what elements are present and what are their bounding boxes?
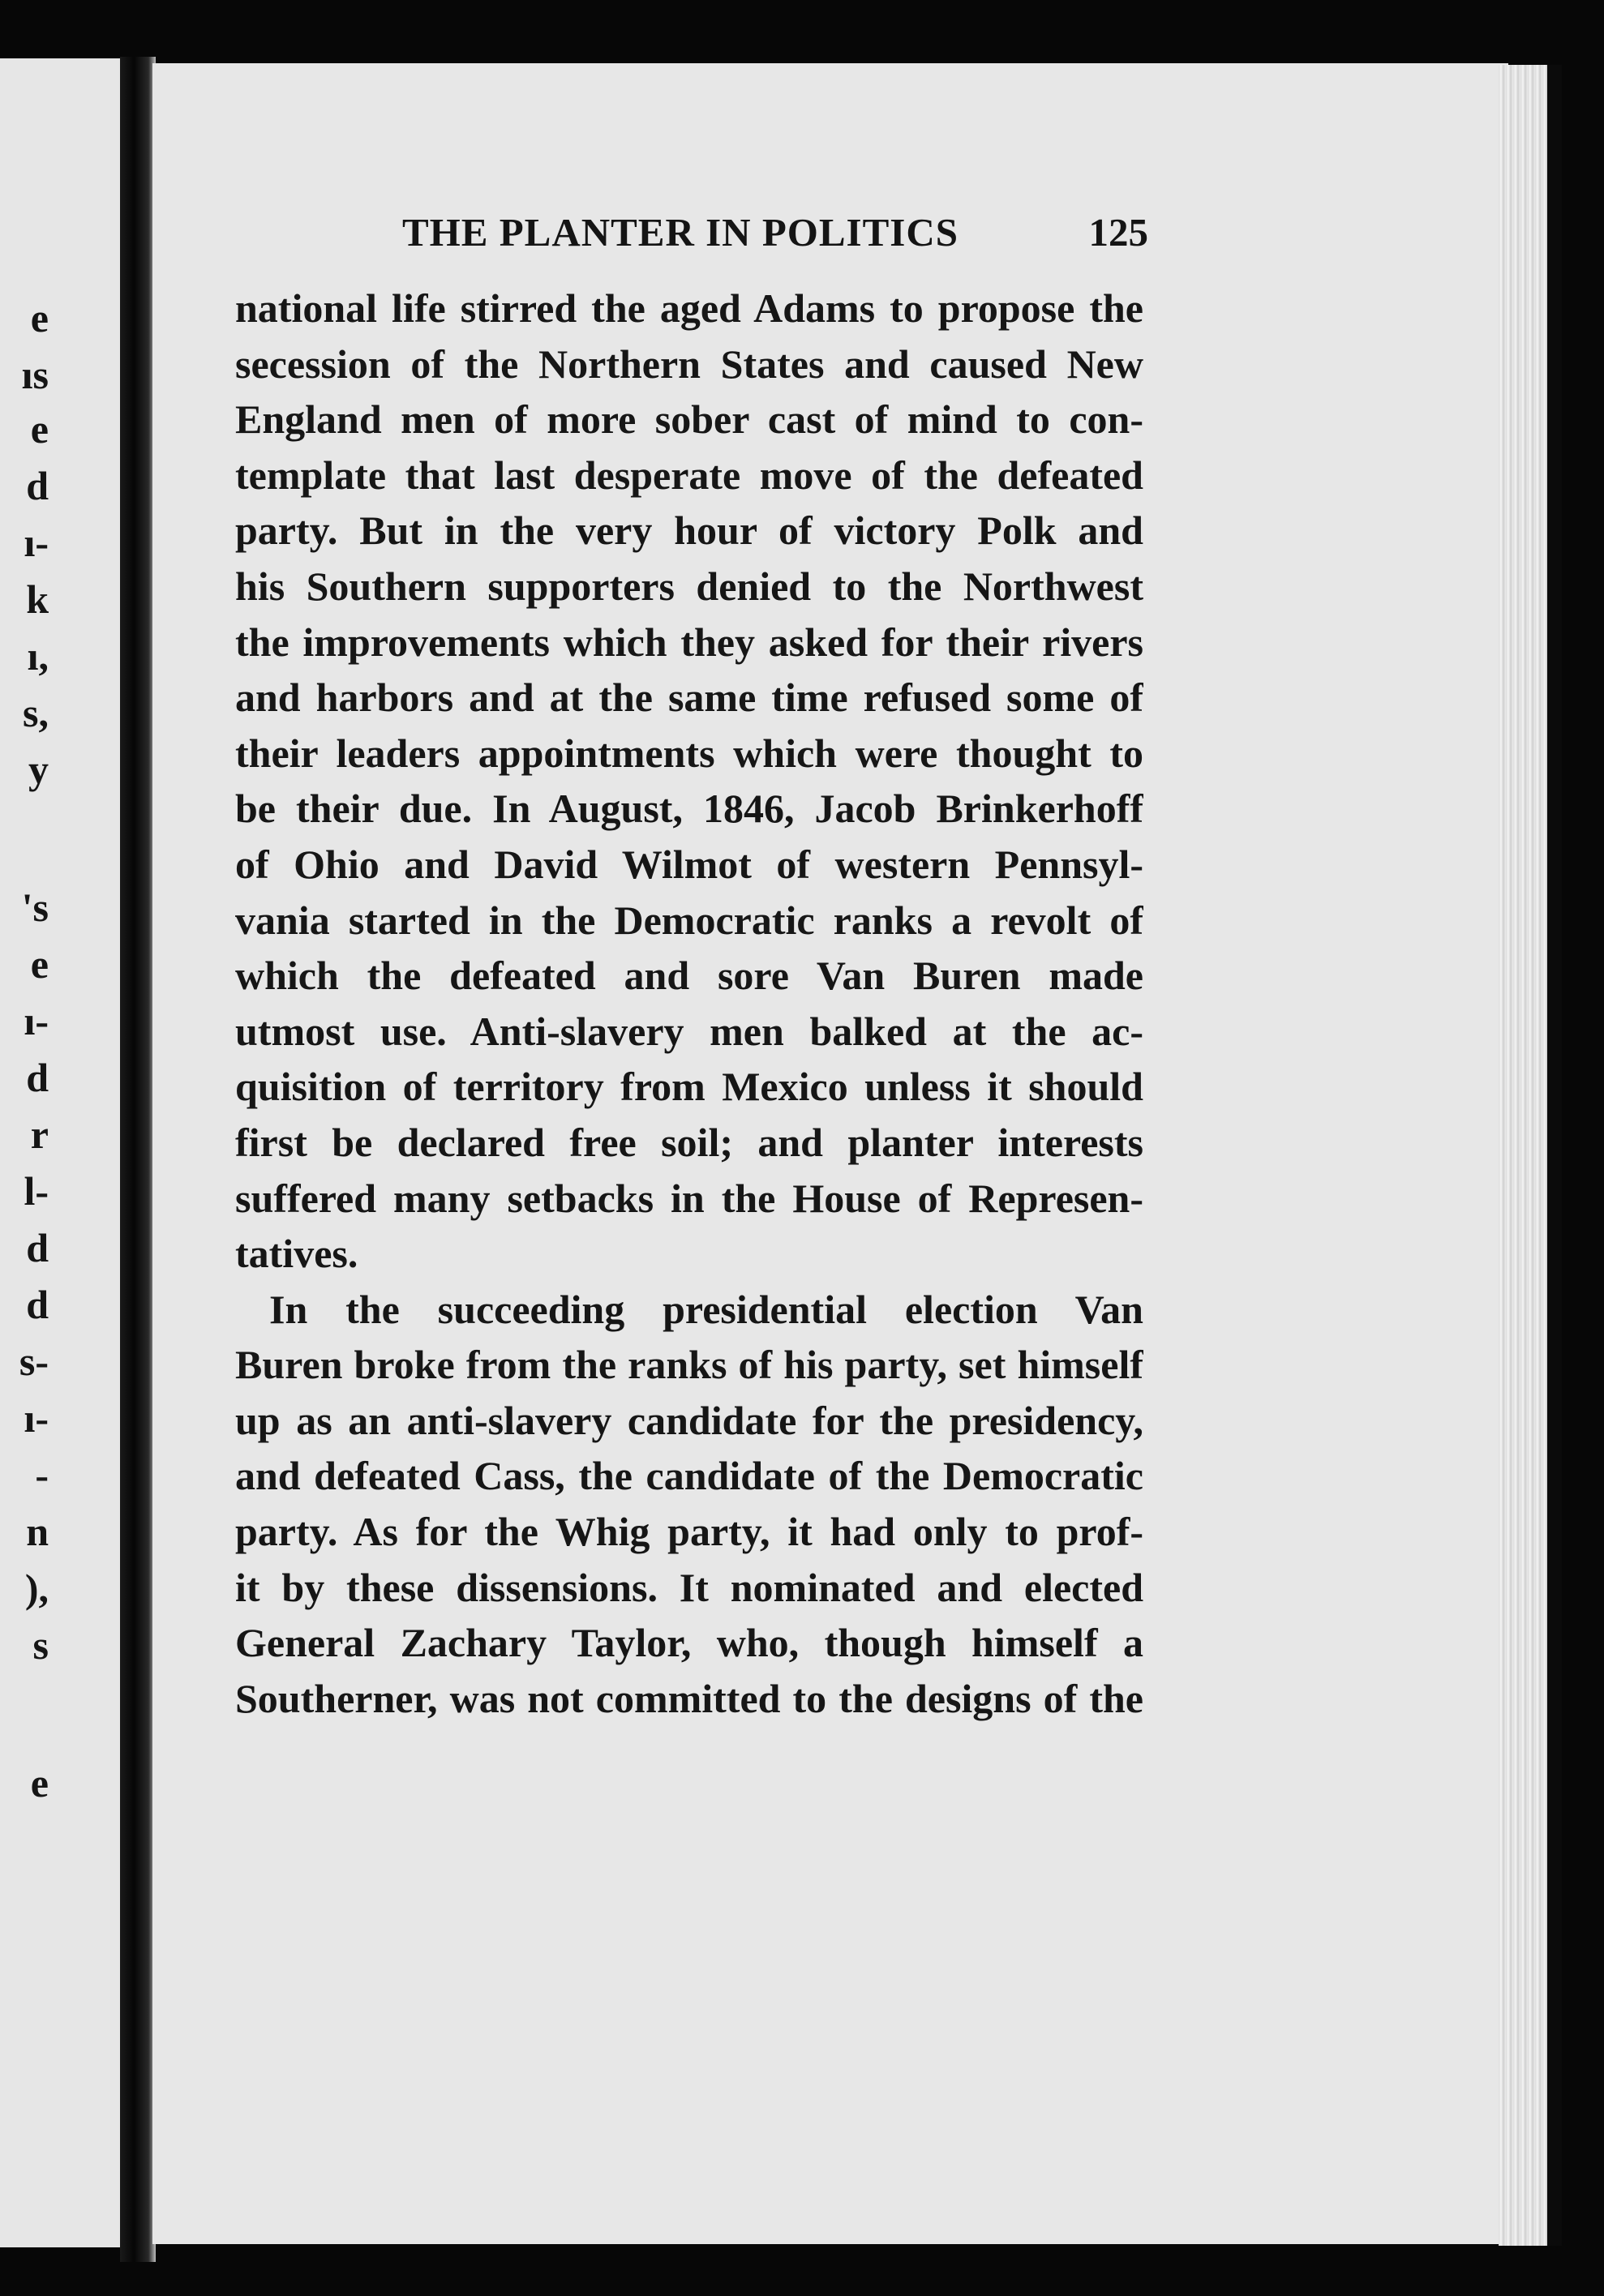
- left-page-edge-fragment: e: [30, 406, 49, 452]
- page-edges: [1499, 65, 1554, 2246]
- left-page-edge-fragment: d: [26, 463, 49, 508]
- left-page-edge-fragment: d: [26, 1282, 49, 1327]
- text-line: it by these dissensions. It nominated and elected: [235, 1564, 1143, 1610]
- left-page-edge-fragment: ),: [24, 1566, 49, 1611]
- left-page-edge-fragment: s: [32, 1622, 49, 1668]
- text-line: Buren broke from the ranks of his party, set himself: [235, 1342, 1143, 1388]
- left-page-edge-fragment: y: [28, 747, 49, 792]
- left-page-edge-fragment: s-: [19, 1339, 49, 1384]
- left-page-edge-fragment: ı,: [27, 633, 49, 679]
- text-line: their leaders appointments which were thought to: [235, 730, 1143, 776]
- text-line: party. As for the Whig party, it had only to prof-: [235, 1509, 1143, 1555]
- text-line: and harbors and at the same time refused some of: [235, 675, 1143, 721]
- text-line: Southerner, was not committed to the designs of the: [235, 1675, 1143, 1721]
- book-gutter: [120, 57, 156, 2262]
- left-page-edge-fragment: e: [30, 1760, 49, 1806]
- text-line: the improvements which they asked for their rivers: [235, 619, 1143, 665]
- left-page-edge-fragment: l-: [24, 1168, 49, 1214]
- left-page-edge-fragment: -: [35, 1452, 49, 1497]
- page-number: 125: [1088, 210, 1148, 255]
- text-line: secession of the Northern States and caused New: [235, 341, 1143, 387]
- text-line: first be declared free soil; and planter interests: [235, 1119, 1143, 1165]
- text-line: England men of more sober cast of mind to con-: [235, 396, 1143, 443]
- left-page-edge-fragment: s,: [23, 690, 49, 735]
- text-line: which the defeated and sore Van Buren made: [235, 953, 1143, 999]
- paragraph-2: [235, 1282, 1143, 1727]
- text-line: of Ohio and David Wilmot of western Pennsyl-: [235, 841, 1143, 887]
- body-text: [235, 281, 1143, 1726]
- left-page-edge-fragment: ıs: [21, 352, 49, 397]
- text-line: template that last desperate move of the defeated: [235, 452, 1143, 498]
- left-page-edge-fragment: e: [30, 941, 49, 987]
- paragraph-1: [235, 281, 1143, 1282]
- running-head: THE PLANTER IN POLITICS: [402, 210, 959, 255]
- left-page-edge-fragment: ı-: [24, 998, 49, 1043]
- left-page-edge-fragment: ı-: [24, 520, 49, 565]
- page-header: [402, 209, 1148, 266]
- left-page-edge-fragment: n: [26, 1509, 49, 1554]
- left-page-edge-fragment: k: [26, 576, 49, 622]
- left-page-edge-fragment: 's: [21, 885, 49, 930]
- left-page-edge-fragment: r: [30, 1112, 49, 1157]
- text-line: his Southern supporters denied to the Northwest: [235, 563, 1143, 609]
- left-page-edge-fragment: d: [26, 1055, 49, 1100]
- text-line: vania started in the Democratic ranks a revolt of: [235, 897, 1143, 943]
- text-line: In the succeeding presidential election Van: [269, 1286, 1143, 1332]
- page-edge-shadow: [1547, 65, 1562, 2246]
- left-page-edge-fragment: e: [30, 295, 49, 341]
- text-line: quisition of territory from Mexico unless it should: [235, 1064, 1143, 1110]
- left-page-fragment: [0, 58, 122, 2247]
- text-line: party. But in the very hour of victory Polk and: [235, 508, 1143, 554]
- text-line: tatives.: [235, 1231, 358, 1277]
- text-line: and defeated Cass, the candidate of the Democratic: [235, 1453, 1143, 1499]
- text-line: up as an anti-slavery candidate for the presidency,: [235, 1397, 1143, 1443]
- text-line: be their due. In August, 1846, Jacob Brinkerhoff: [235, 786, 1143, 832]
- left-page-edge-fragment: ı-: [24, 1395, 49, 1441]
- text-line: utmost use. Anti-slavery men balked at the ac-: [235, 1008, 1143, 1054]
- left-page-edge-fragment: d: [26, 1225, 49, 1270]
- text-line: General Zachary Taylor, who, though himself a: [235, 1620, 1143, 1666]
- text-line: national life stirred the aged Adams to propose the: [235, 285, 1143, 331]
- text-line: suffered many setbacks in the House of Represen-: [235, 1175, 1143, 1221]
